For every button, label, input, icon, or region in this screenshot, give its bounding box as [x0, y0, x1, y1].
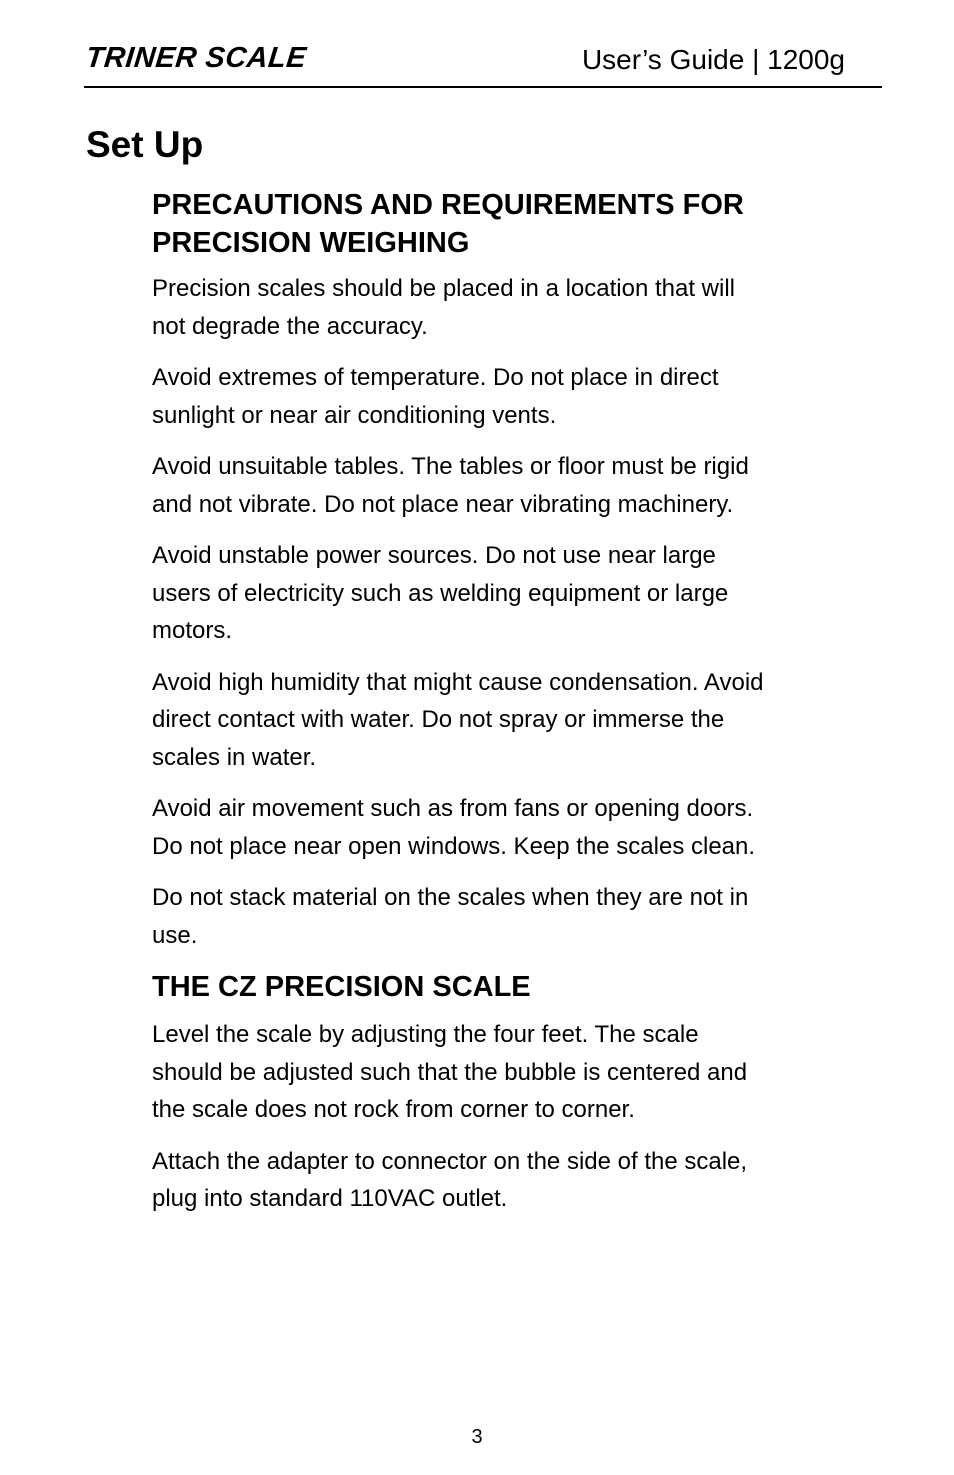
- section-heading: PRECAUTIONS AND REQUIREMENTS FOR PRECISION WEIGHING: [152, 189, 744, 259]
- page-title: Set Up: [86, 124, 204, 165]
- guide-title: User’s Guide | 1200g: [581, 44, 845, 75]
- paragraph: Attach the adapter to connector on the side of the scale, plug into standard 110VAC outlet.: [152, 1147, 748, 1212]
- paragraph: Do not stack material on the scales when they are not in use.: [152, 884, 749, 949]
- brand-logo: TRINER SCALE: [84, 42, 309, 74]
- paragraph: Avoid air movement such as from fans or opening doors. Do not place near open windows. Keep the scales clean.: [152, 795, 756, 860]
- paragraph: Precision scales should be placed in a location that will not degrade the accuracy.: [152, 275, 735, 340]
- section-cz-precision-scale: [152, 968, 772, 1218]
- page-number: 3: [471, 1426, 483, 1448]
- paragraph: Avoid extremes of temperature. Do not place in direct sunlight or near air conditioning vents.: [152, 364, 719, 429]
- main-content: [152, 186, 772, 1232]
- section-precautions: [152, 186, 772, 954]
- paragraph: Avoid unsuitable tables. The tables or floor must be rigid and not vibrate. Do not place near vibrating machinery.: [152, 453, 749, 518]
- paragraph: Avoid unstable power sources. Do not use near large users of electricity such as welding equipment or large motors.: [152, 542, 729, 644]
- paragraph: Avoid high humidity that might cause condensation. Avoid direct contact with water. Do not spray or immerse the scales in water.: [152, 668, 764, 771]
- page-header: [84, 38, 882, 88]
- paragraph: Level the scale by adjusting the four feet. The scale should be adjusted such that the bubble is centered and the scale does not rock from corner to corner.: [152, 1021, 748, 1123]
- section-heading: THE CZ PRECISION SCALE: [152, 971, 531, 1003]
